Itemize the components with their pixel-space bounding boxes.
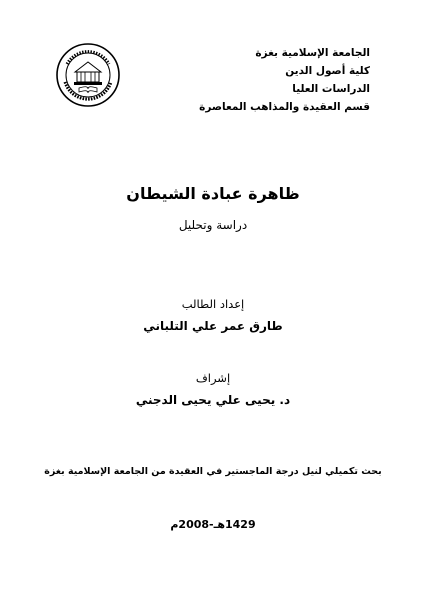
preparation-block (0, 297, 426, 333)
supervision-label: إشراف (195, 371, 231, 385)
institution-header (190, 44, 370, 116)
supervisor-name: د. يحيى علي يحيى الدجني (135, 393, 291, 407)
student-name: طارق عمر علي التلباني (143, 319, 283, 333)
faculty-name: كلية أصول الدين (285, 65, 370, 77)
thesis-date: 1429هـ-2008م (170, 518, 256, 531)
thesis-title: ظاهرة عبادة الشيطان (126, 184, 300, 203)
graduate-studies: الدراسات العليا (292, 83, 370, 95)
thesis-note: بحث تكميلي لنيل درجة الماجستير في العقيدة من الجامعة الإسلامية بغزة (44, 466, 382, 477)
preparation-label: إعداد الطالب (181, 297, 245, 311)
department-name: قسم العقيدة والمذاهب المعاصرة (199, 101, 370, 113)
university-name: الجامعة الإسلامية بغزة (255, 47, 370, 59)
thesis-subtitle: دراسة وتحليل (178, 218, 248, 232)
supervision-block (0, 371, 426, 407)
university-seal-icon (55, 42, 121, 108)
